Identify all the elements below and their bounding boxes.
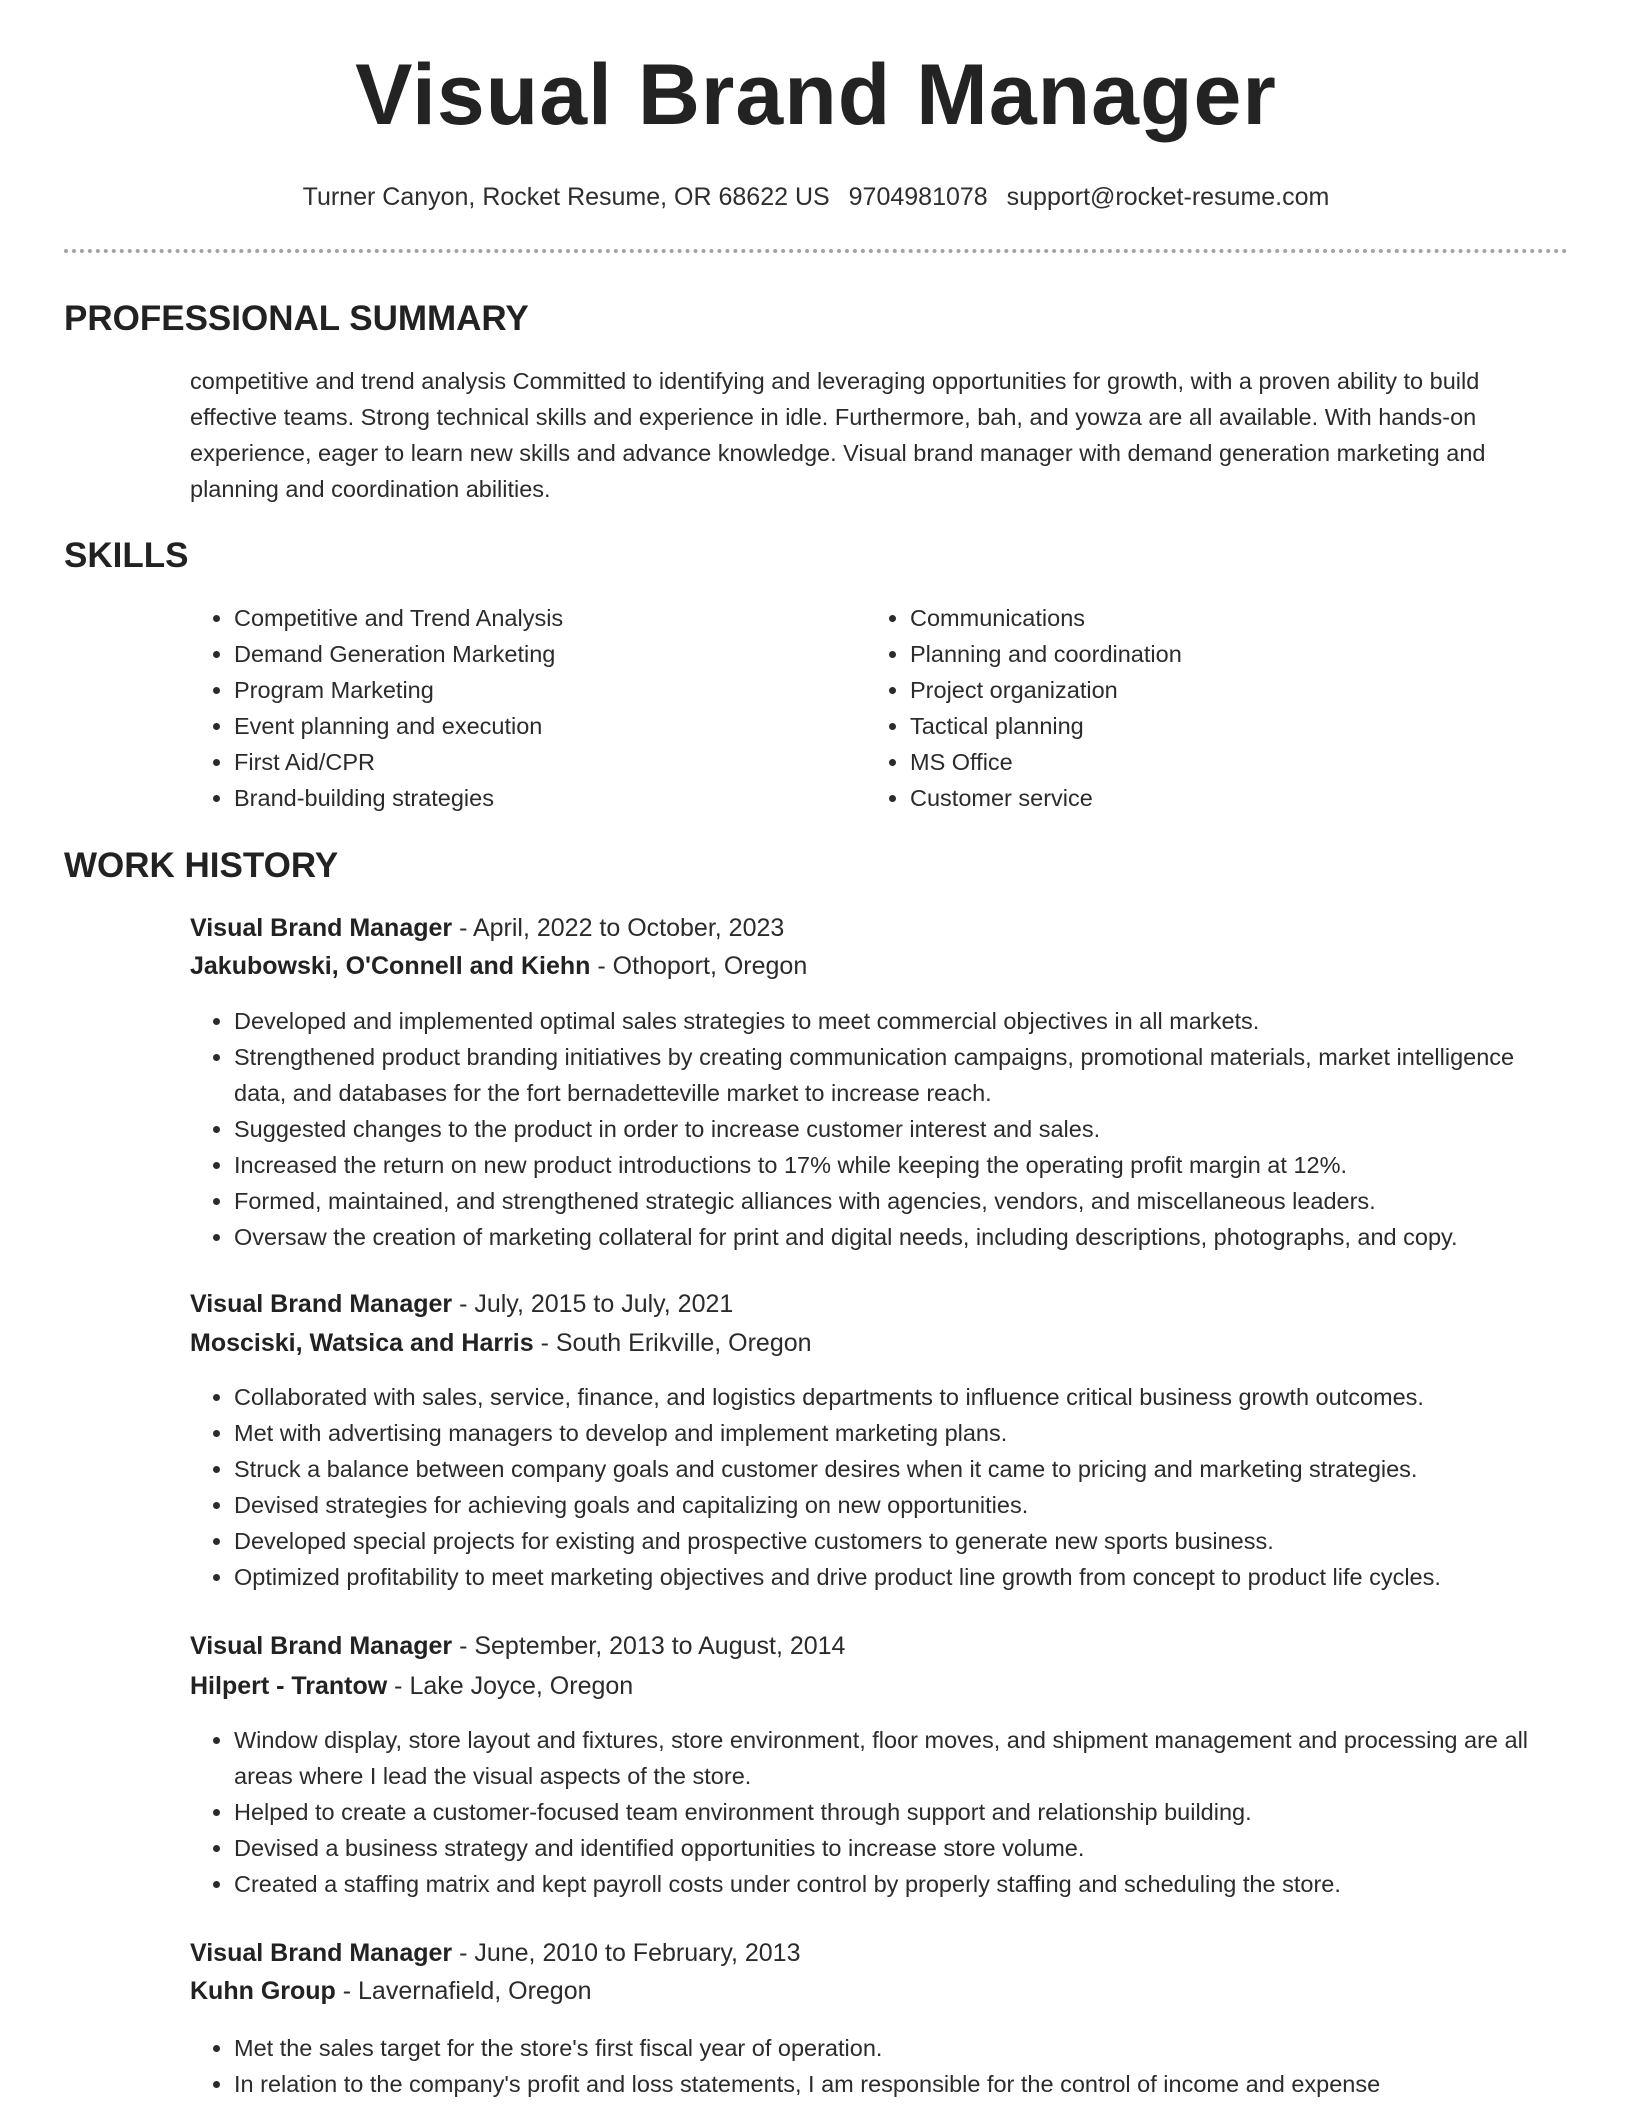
job-title-line	[190, 1934, 801, 1972]
list-item: • Oversaw the creation of marketing collateral for print and digital needs, including descriptions, photographs, and copy.	[234, 1219, 1570, 1255]
skill-item: • Event planning and execution	[234, 708, 864, 744]
job-location: - Lavernafield, Oregon	[335, 1977, 592, 2005]
job-title-line	[190, 909, 784, 947]
job-bullets	[190, 1003, 1570, 1255]
job-company-line	[190, 1972, 592, 2010]
job-bullets	[190, 2030, 1570, 2102]
contact-email: support@rocket-resume.com	[1006, 183, 1330, 211]
skill-item: • Planning and coordination	[910, 636, 1610, 672]
job-company-line	[190, 1324, 812, 1362]
skills-list-left	[190, 600, 864, 816]
list-item: • Developed special projects for existing and prospective customers to generate new sports business.	[234, 1523, 1570, 1559]
header-divider	[64, 249, 1568, 253]
job-title-line	[190, 1627, 845, 1665]
skills-heading: SKILLS	[64, 536, 189, 575]
skill-item: • Project organization	[910, 672, 1610, 708]
list-item: • Increased the return on new product introductions to 17% while keeping the operating profit margin at 12%.	[234, 1147, 1570, 1183]
list-item: • Window display, store layout and fixtures, store environment, floor moves, and shipment management and processing are all areas where I lead the visual aspects of the store.	[234, 1722, 1570, 1794]
job-company: Hilpert - Trantow	[190, 1672, 388, 1700]
job-location: - Lake Joyce, Oregon	[387, 1672, 634, 1700]
contact-phone: 9704981078	[848, 183, 988, 211]
skill-item: • Program Marketing	[234, 672, 864, 708]
skill-item: • Communications	[910, 600, 1610, 636]
list-item: • Suggested changes to the product in order to increase customer interest and sales.	[234, 1111, 1570, 1147]
job-bullets	[190, 1379, 1570, 1595]
list-item: • Met the sales target for the store's first fiscal year of operation.	[234, 2030, 1570, 2066]
job-dates: - July, 2015 to July, 2021	[452, 1290, 734, 1318]
job-company-line	[190, 947, 807, 985]
list-item: • Strengthened product branding initiatives by creating communication campaigns, promotional materials, market intelligence data, and databases for the fort bernadetteville market to increase reach.	[234, 1039, 1570, 1111]
job-role: Visual Brand Manager	[190, 1632, 453, 1660]
work-heading: WORK HISTORY	[64, 846, 339, 885]
contact-line	[64, 183, 1568, 212]
job-location: - Othoport, Oregon	[590, 952, 808, 980]
job-company-line	[190, 1667, 633, 1705]
skill-item: • Brand-building strategies	[234, 780, 864, 816]
job-bullets	[190, 1722, 1570, 1902]
summary-heading: PROFESSIONAL SUMMARY	[64, 299, 529, 338]
list-item: • Developed and implemented optimal sales strategies to meet commercial objectives in all markets.	[234, 1003, 1570, 1039]
resume-name: Visual Brand Manager	[355, 47, 1277, 143]
job-dates: - June, 2010 to February, 2013	[452, 1939, 801, 1967]
list-item: • Created a staffing matrix and kept payroll costs under control by properly staffing and scheduling the store.	[234, 1866, 1570, 1902]
skill-item: • MS Office	[910, 744, 1610, 780]
skill-item: • Competitive and Trend Analysis	[234, 600, 864, 636]
list-item: • In relation to the company's profit and loss statements, I am responsible for the control of income and expense	[234, 2066, 1570, 2102]
job-company: Jakubowski, O'Connell and Kiehn	[190, 952, 591, 980]
contact-address: Turner Canyon, Rocket Resume, OR 68622 US	[302, 183, 830, 211]
skill-item: • Customer service	[910, 780, 1610, 816]
job-company: Kuhn Group	[190, 1977, 336, 2005]
skills-list-right	[866, 600, 1610, 816]
skill-item: • Tactical planning	[910, 708, 1610, 744]
summary-text: competitive and trend analysis Committed to identifying and leveraging opportunities for growth, with a proven ability to build effective teams. Strong technical skills and experience in idle. Furthermore, bah, and yowza are all available. With hands-on experience, eager to learn new skills and advance knowledge. Visual brand manager with demand generation marketing and planning and coordination abilities.	[190, 368, 1486, 502]
list-item: • Struck a balance between company goals and customer desires when it came to pricing and marketing strategies.	[234, 1451, 1570, 1487]
skill-item: • First Aid/CPR	[234, 744, 864, 780]
list-item: • Devised a business strategy and identified opportunities to increase store volume.	[234, 1830, 1570, 1866]
job-title-line	[190, 1285, 733, 1323]
list-item: • Optimized profitability to meet marketing objectives and drive product line growth from concept to product life cycles.	[234, 1559, 1570, 1595]
list-item: • Devised strategies for achieving goals and capitalizing on new opportunities.	[234, 1487, 1570, 1523]
job-location: - South Erikville, Oregon	[533, 1329, 812, 1357]
job-role: Visual Brand Manager	[190, 1290, 453, 1318]
list-item: • Formed, maintained, and strengthened strategic alliances with agencies, vendors, and miscellaneous leaders.	[234, 1183, 1570, 1219]
list-item: • Helped to create a customer-focused team environment through support and relationship building.	[234, 1794, 1570, 1830]
list-item: • Collaborated with sales, service, finance, and logistics departments to influence critical business growth outcomes.	[234, 1379, 1570, 1415]
list-item: • Met with advertising managers to develop and implement marketing plans.	[234, 1415, 1570, 1451]
job-role: Visual Brand Manager	[190, 1939, 453, 1967]
job-company: Mosciski, Watsica and Harris	[190, 1329, 534, 1357]
job-dates: - April, 2022 to October, 2023	[452, 914, 785, 942]
skill-item: • Demand Generation Marketing	[234, 636, 864, 672]
job-dates: - September, 2013 to August, 2014	[452, 1632, 846, 1660]
job-role: Visual Brand Manager	[190, 914, 453, 942]
